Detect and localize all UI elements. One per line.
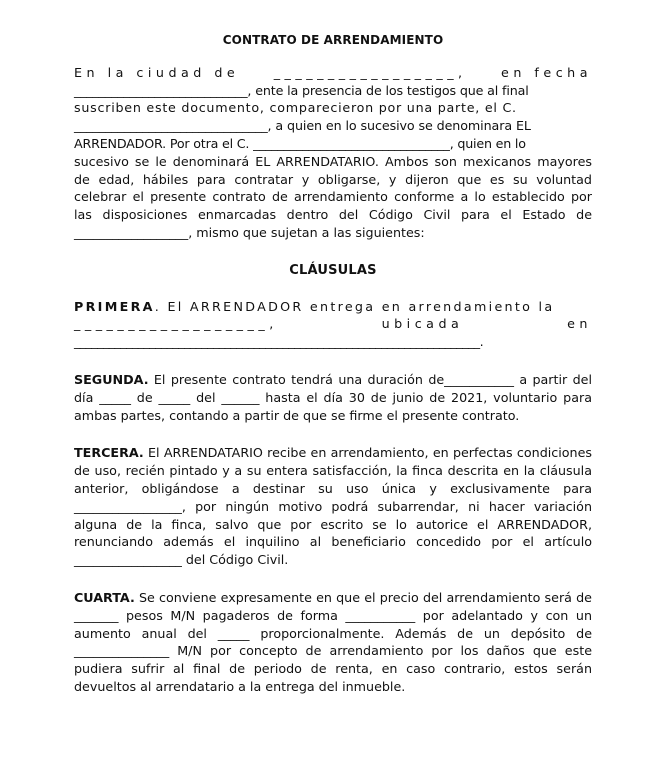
primera-blank: __________________, bbox=[74, 316, 278, 332]
intro-line-4: _______________________________, a quien en lo sucesivo se denominara EL bbox=[74, 118, 531, 134]
cuarta-text: Se conviene expresamente en que el precio del arrendamiento será de _______ pesos M/N pagaderos de forma ___________ por adelantado y con un aumento anual del _____ proporcionalmente. Además de un depósito de _______________ M/N por concepto de arrendamiento por los daños que este pudiera sufrir al final de periodo de renta, en caso contrario, estos serán devueltos al arrendatario a la entrega del inmueble. bbox=[74, 589, 592, 694]
primera-line-2 bbox=[74, 315, 592, 333]
intro-line-2: ____________________________, ente la presencia de los testigos que al final bbox=[74, 82, 529, 98]
clause-segunda bbox=[74, 371, 592, 424]
intro-rest: sucesivo se le denominará EL ARRENDATARIO. Ambos son mexicanos mayores de edad, hábiles para contratar y obligarse, y dijeron que es su voluntad celebrar el presente contrato de arrendamiento conforme a lo establecido por las disposiciones enmarcadas dentro del Código Civil para el Estado de __________________, mismo que sujetan a las siguientes: bbox=[74, 153, 592, 240]
document-title: CONTRATO DE ARRENDAMIENTO bbox=[222, 33, 444, 47]
segunda-label: SEGUNDA. bbox=[74, 371, 149, 387]
clausulas-heading: CLÁUSULAS bbox=[289, 262, 377, 278]
intro-line-5: ARRENDADOR. Por otra el C. ________________________________, quien en lo bbox=[74, 135, 526, 151]
intro-paragraph bbox=[74, 64, 592, 242]
intro-l1-end: en fecha bbox=[501, 64, 592, 80]
intro-line-3: suscriben este documento, comparecieron por una parte, el C. bbox=[74, 100, 517, 116]
primera-en: en bbox=[567, 316, 592, 332]
cuarta-label: CUARTA. bbox=[74, 589, 135, 605]
intro-l1-blank: _________________, bbox=[273, 64, 467, 80]
tercera-text: El ARRENDATARIO recibe en arrendamiento, en perfectas condiciones de uso, recién pintado y a su entera satisfacción, la finca descrita en la cláusula anterior, obligándose a destinar su uso única y exclusivamente para _________________, por ningún motivo podrá subarrendar, ni hacer variación alguna de la finca, salvo que por escrito se lo autorice el ARRENDADOR, renunciando además el inquilino al beneficiario concedido por el artículo _________________ del Código Civil. bbox=[74, 445, 592, 568]
tercera-label: TERCERA. bbox=[74, 445, 144, 461]
primera-line-3: ______________________________________________________________________. bbox=[74, 334, 484, 350]
intro-line-1 bbox=[74, 64, 592, 82]
segunda-text: El presente contrato tendrá una duración de___________ a partir del día _____ de _____ del ______ hasta el día 30 de junio de 2021, voluntario para ambas partes, contando a partir de que se firme el presente contrato. bbox=[74, 371, 592, 423]
clause-tercera bbox=[74, 444, 592, 569]
clause-primera bbox=[74, 298, 592, 351]
primera-text: . El ARRENDADOR entrega en arrendamiento la bbox=[154, 298, 555, 314]
primera-ubicada: ubicada bbox=[381, 316, 464, 332]
contract-document bbox=[74, 32, 592, 696]
primera-label: PRIMERA bbox=[74, 298, 155, 314]
clause-cuarta bbox=[74, 589, 592, 696]
intro-l1-start: En la ciudad de bbox=[74, 64, 240, 80]
primera-line-1 bbox=[74, 298, 592, 316]
